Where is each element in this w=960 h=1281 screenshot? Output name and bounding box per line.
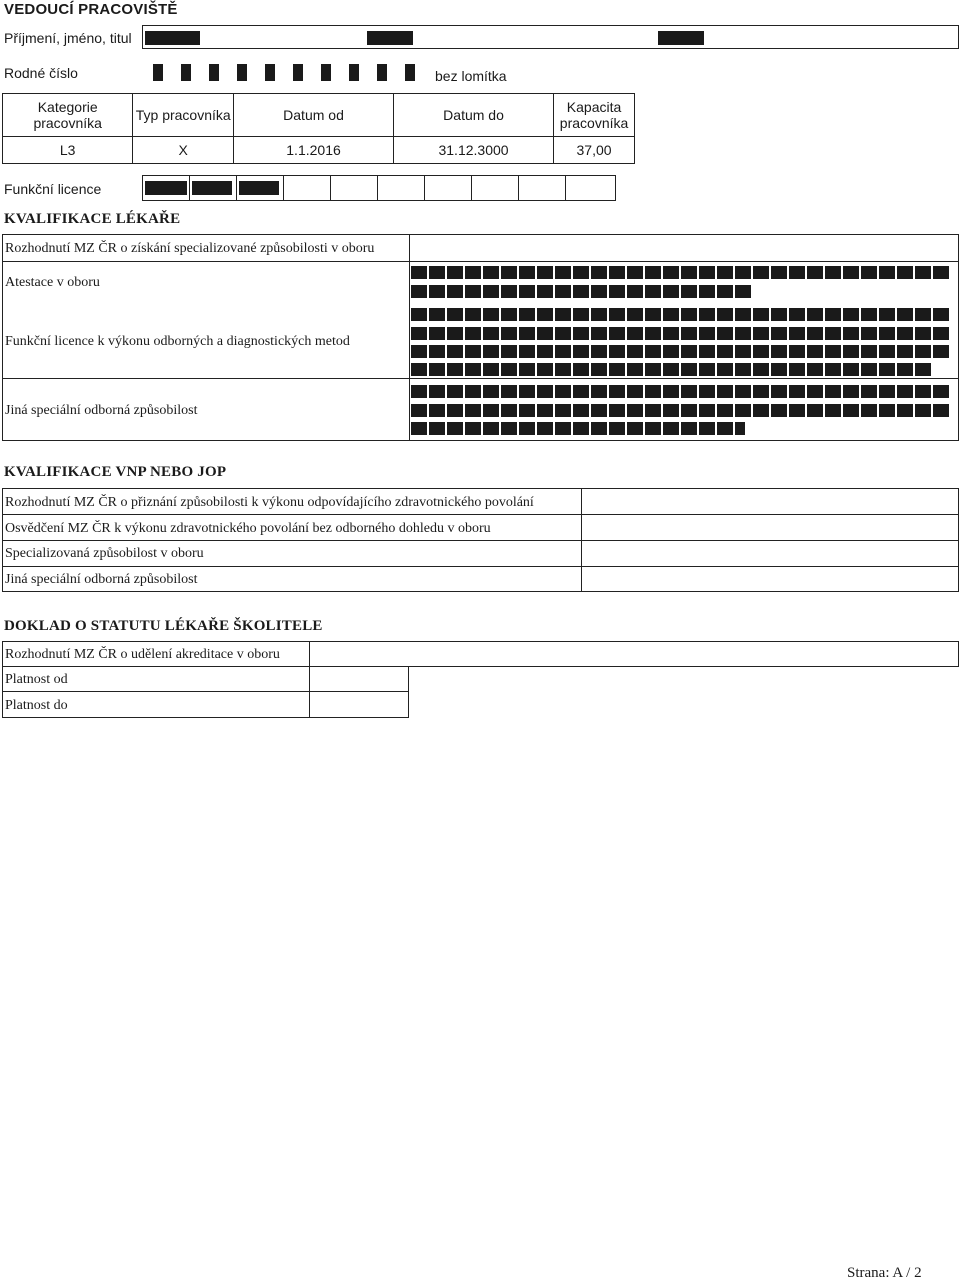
redacted-digit: [209, 64, 219, 81]
col-header-kategorie: Kategorie pracovníka: [3, 94, 133, 137]
vnp-value-1[interactable]: [581, 488, 959, 515]
cell-datum-do: 31.12.3000: [393, 137, 553, 164]
redacted-jina-2: [411, 404, 951, 417]
vnp-value-3[interactable]: [581, 540, 959, 567]
section-title-kvalifikace-vnp: KVALIFIKACE VNP NEBO JOP: [4, 464, 227, 480]
page-number: Strana: A / 2: [847, 1265, 922, 1281]
col-header-datum-od: Datum od: [234, 94, 394, 137]
vnp-value-2[interactable]: [581, 514, 959, 541]
cell-datum-od: 1.1.2016: [234, 137, 394, 164]
rodne-cislo-field[interactable]: [142, 56, 427, 88]
col-header-kapacita: Kapacita pracovníka: [554, 94, 635, 137]
section-title-kvalifikace-lekare: KVALIFIKACE LÉKAŘE: [4, 211, 181, 227]
funkcni-licence-field[interactable]: [142, 175, 616, 201]
table-row: [3, 137, 635, 164]
redacted-licence-4: [411, 363, 933, 376]
redacted-surname: [145, 31, 200, 45]
redacted-digit: [153, 64, 163, 81]
vnp-row-osvedceni: Osvědčení MZ ČR k výkonu zdravotnického povolání bez odborného dohledu v oboru: [5, 521, 491, 536]
jmeno-label: Příjmení, jméno, titul: [4, 30, 132, 46]
redacted-digit: [349, 64, 359, 81]
employment-table: [2, 93, 635, 164]
redacted-code: [192, 181, 232, 195]
redacted-jina-3: [411, 422, 745, 435]
licence-cell: [565, 175, 616, 201]
doklad-row-platnost-do: Platnost do: [5, 698, 68, 713]
cell-kapacita: 37,00: [554, 137, 635, 164]
licence-cell: [330, 175, 378, 201]
doklad-row-platnost-od: Platnost od: [5, 672, 68, 687]
funkcni-licence-label: Funkční licence: [4, 181, 102, 197]
redacted-licence-1: [411, 308, 951, 321]
section-title-doklad: DOKLAD O STATUTU LÉKAŘE ŠKOLITELE: [4, 618, 323, 634]
platnost-od-value[interactable]: [309, 666, 409, 692]
redacted-code: [145, 181, 187, 195]
redacted-digit: [181, 64, 191, 81]
redacted-atestace-2: [411, 285, 753, 298]
specializace-value[interactable]: [409, 234, 959, 262]
vnp-row-rozhodnuti: Rozhodnutí MZ ČR o přiznání způsobilosti k výkonu odpovídajícího zdravotnického povolání: [5, 495, 534, 510]
kv-row-funkcni-licence: Funkční licence k výkonu odborných a diagnostických metod: [5, 334, 350, 349]
kv-row-jina: Jiná speciální odborná způsobilost: [5, 403, 198, 418]
redacted-digit: [377, 64, 387, 81]
redacted-jina-1: [411, 385, 951, 398]
rodne-cislo-label: Rodné číslo: [4, 65, 78, 81]
bez-lomitka-note: bez lomítka: [435, 68, 507, 84]
redacted-licence-3: [411, 345, 951, 358]
redacted-title: [658, 31, 704, 45]
redacted-licence-2: [411, 327, 951, 340]
licence-cell: [518, 175, 566, 201]
redacted-name: [367, 31, 413, 45]
col-header-datum-do: Datum do: [393, 94, 553, 137]
platnost-do-value[interactable]: [309, 691, 409, 718]
redacted-digit: [237, 64, 247, 81]
redacted-atestace-1: [411, 266, 951, 279]
redacted-code: [239, 181, 279, 195]
redacted-digit: [405, 64, 415, 81]
licence-cell: [424, 175, 472, 201]
vnp-row-jina: Jiná speciální odborná způsobilost: [5, 572, 198, 587]
section-title-vedouci: VEDOUCÍ PRACOVIŠTĚ: [4, 1, 178, 18]
jmeno-field[interactable]: [142, 25, 959, 49]
doklad-row-rozhodnuti: Rozhodnutí MZ ČR o udělení akreditace v oboru: [5, 647, 280, 662]
licence-cell: [377, 175, 425, 201]
redacted-digit: [265, 64, 275, 81]
licence-cell: [471, 175, 519, 201]
redacted-digit: [321, 64, 331, 81]
col-header-typ: Typ pracovníka: [133, 94, 234, 137]
akreditace-value[interactable]: [309, 641, 959, 667]
redacted-digit: [293, 64, 303, 81]
cell-typ: X: [133, 137, 234, 164]
vnp-value-4[interactable]: [581, 566, 959, 592]
cell-kategorie: L3: [3, 137, 133, 164]
licence-cell: [283, 175, 331, 201]
kv-row-atestace: Atestace v oboru: [5, 275, 100, 290]
kv-row-specializace: Rozhodnutí MZ ČR o získání specializované způsobilosti v oboru: [5, 241, 375, 256]
vnp-row-specializovana: Specializovaná způsobilost v oboru: [5, 546, 204, 561]
